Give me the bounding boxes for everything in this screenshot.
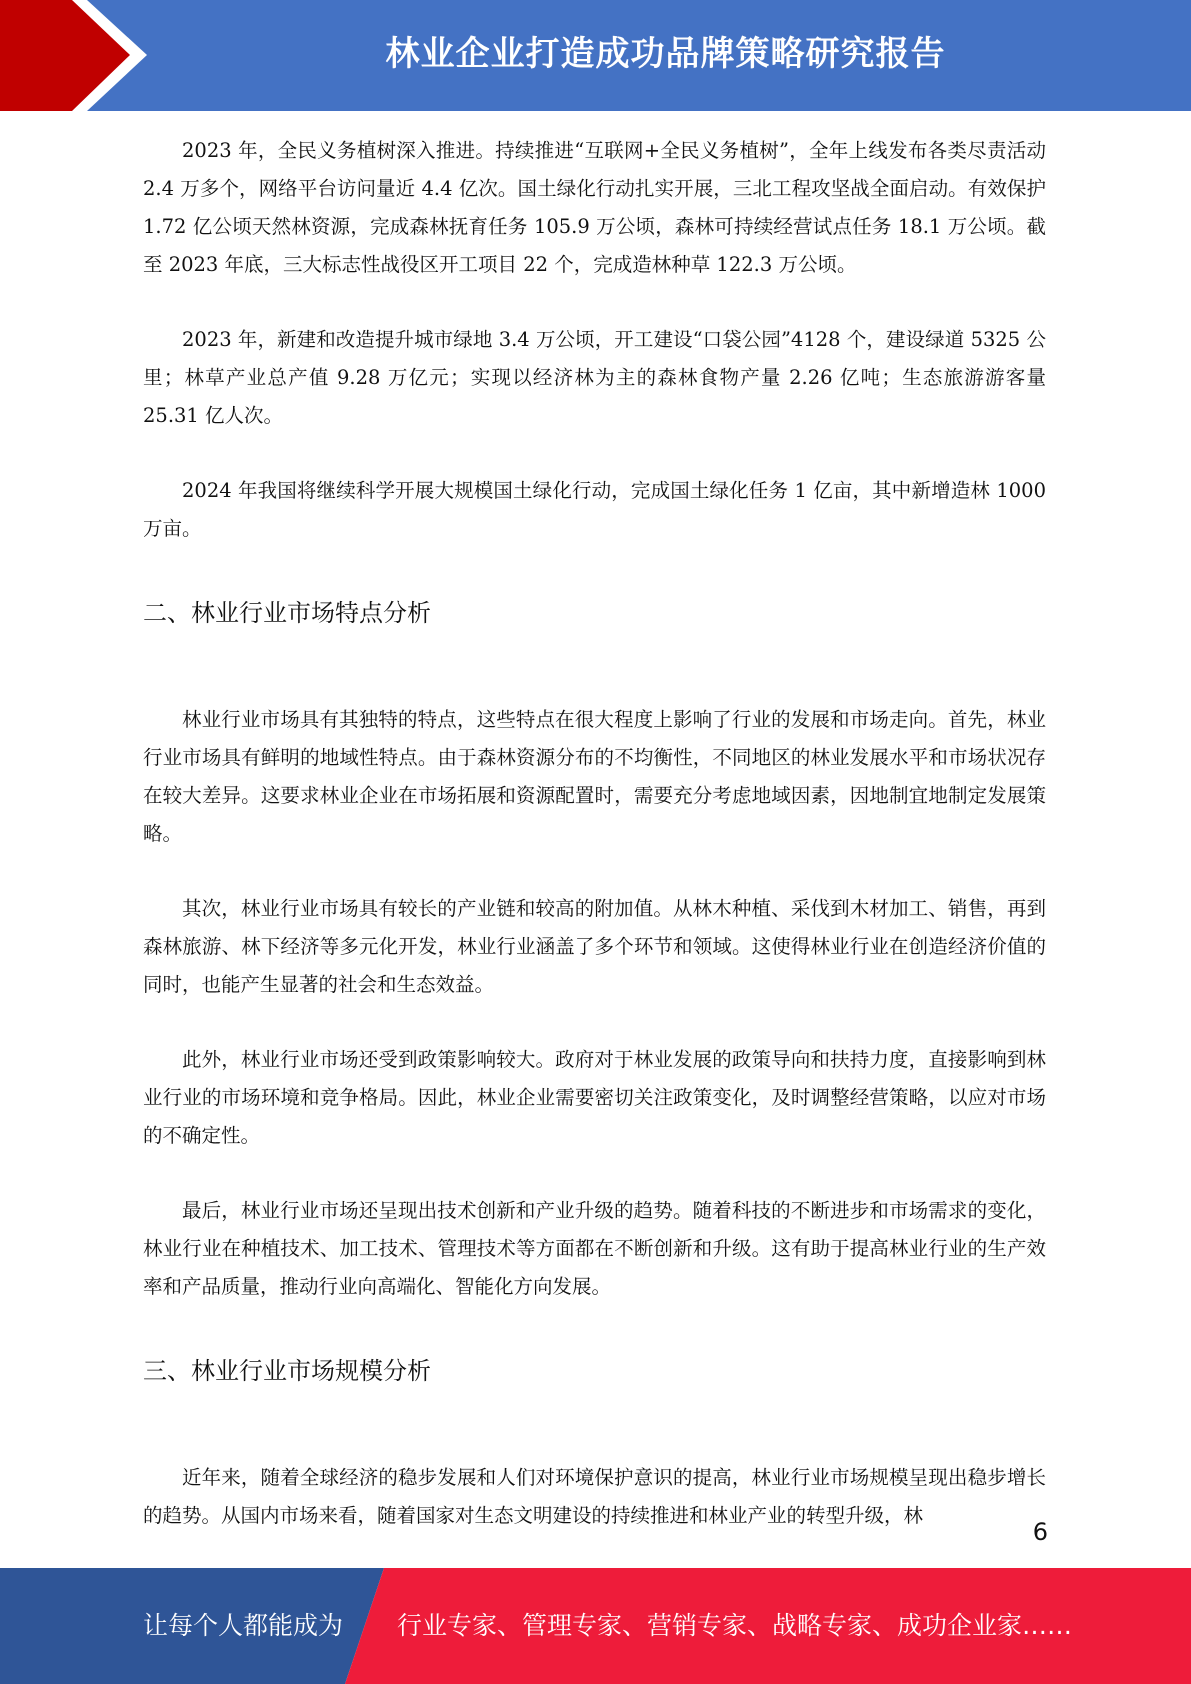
- footer-slogan-left: 让每个人都能成为: [143, 1611, 344, 1640]
- paragraph: 2023 年，新建和改造提升城市绿地 3.4 万公顷，开工建设“口袋公园”4128 个，建设绿道 5325 公里；林草产业总产值 9.28 万亿元；实现以经济林为主的森林食物产量 2.26 亿吨；生态旅游游客量 25.31 亿人次。: [143, 328, 1046, 427]
- paragraph: 此外，林业行业市场还受到政策影响较大。政府对于林业发展的政策导向和扶持力度，直接影响到林业行业的市场环境和竞争格局。因此，林业企业需要密切关注政策变化，及时调整经营策略，以应对市场的不确定性。: [143, 1048, 1046, 1147]
- header-arrow-decoration: [0, 0, 160, 111]
- page-footer: [0, 1568, 1191, 1684]
- document-title: 林业企业打造成功品牌策略研究报告: [385, 34, 946, 74]
- document-body: [143, 132, 1046, 1535]
- paragraph: 2023 年，全民义务植树深入推进。持续推进“互联网+全民义务植树”，全年上线发布各类尽责活动 2.4 万多个，网络平台访问量近 4.4 亿次。国土绿化行动扎实开展，三北工程攻坚战全面启动。有效保护 1.72 亿公顷天然林资源，完成森林抚育任务 105.9 万公顷，森林可持续经营试点任务 18.1 万公顷。截至 2023 年底，三大标志性战役区开工项目 22 个，完成造林种草 122.3 万公顷。: [143, 139, 1046, 276]
- paragraph: 最后，林业行业市场还呈现出技术创新和产业升级的趋势。随着科技的不断进步和市场需求的变化，林业行业在种植技术、加工技术、管理技术等方面都在不断创新和升级。这有助于提高林业行业的生产效率和产品质量，推动行业向高端化、智能化方向发展。: [143, 1199, 1046, 1298]
- section-heading: 二、林业行业市场特点分析: [143, 599, 431, 627]
- page-header: [0, 0, 1191, 111]
- paragraph: 近年来，随着全球经济的稳步发展和人们对环境保护意识的提高，林业行业市场规模呈现出稳步增长的趋势。从国内市场来看，随着国家对生态文明建设的持续推进和林业产业的转型升级，林: [143, 1466, 1046, 1527]
- page-number: 6: [1032, 1518, 1048, 1546]
- section-heading: 三、林业行业市场规模分析: [143, 1357, 431, 1385]
- paragraph: 2024 年我国将继续科学开展大规模国土绿化行动，完成国土绿化任务 1 亿亩，其中新增造林 1000 万亩。: [143, 479, 1046, 540]
- paragraph: 林业行业市场具有其独特的特点，这些特点在很大程度上影响了行业的发展和市场走向。首先，林业行业市场具有鲜明的地域性特点。由于森林资源分布的不均衡性，不同地区的林业发展水平和市场状况存在较大差异。这要求林业企业在市场拓展和资源配置时，需要充分考虑地域因素，因地制宜地制定发展策略。: [143, 708, 1046, 845]
- paragraph: 其次，林业行业市场具有较长的产业链和较高的附加值。从林木种植、采伐到木材加工、销售，再到森林旅游、林下经济等多元化开发，林业行业涵盖了多个环节和领域。这使得林业行业在创造经济价值的同时，也能产生显著的社会和生态效益。: [143, 897, 1046, 996]
- footer-slogan-right: 行业专家、管理专家、营销专家、战略专家、成功企业家……: [397, 1611, 1073, 1640]
